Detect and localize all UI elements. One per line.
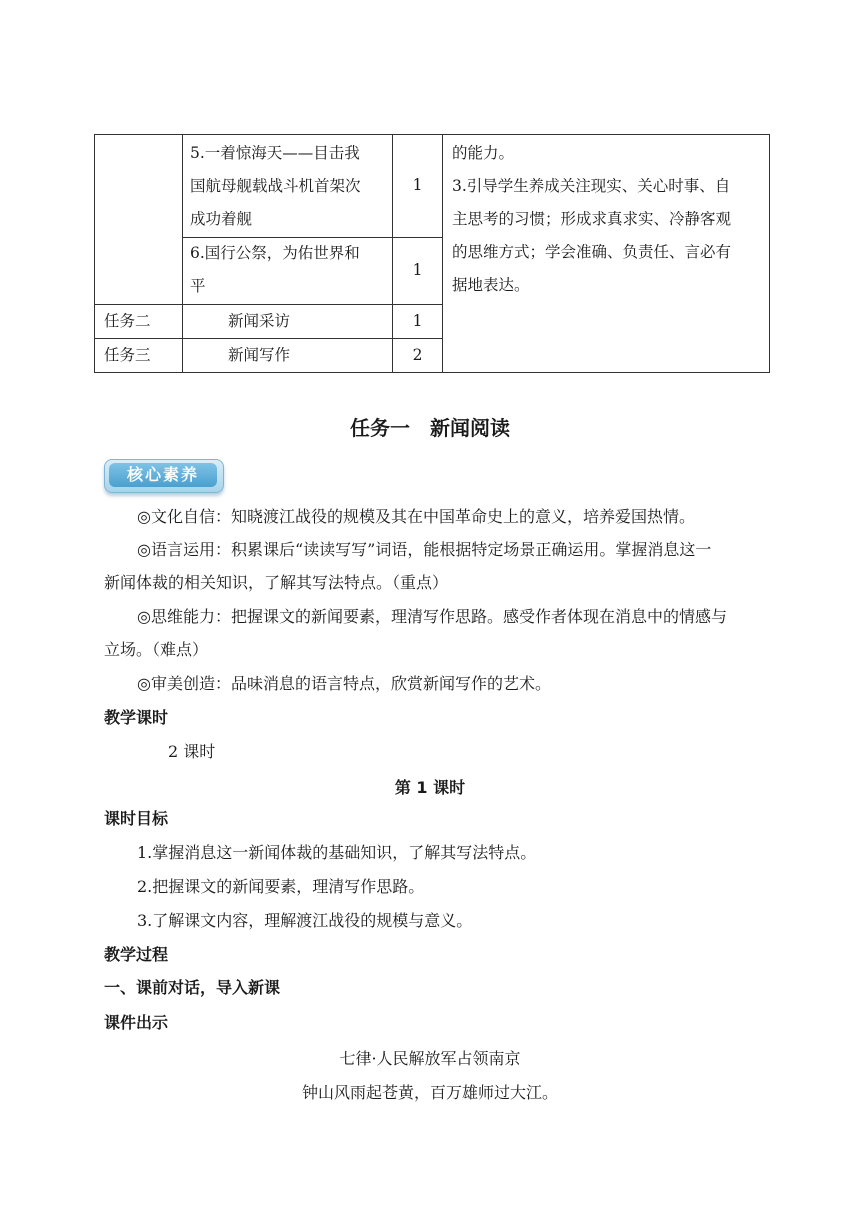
literacy-thinking-line2: 立场。（难点）	[104, 640, 209, 659]
table-row-4-label: 任务三	[104, 346, 151, 364]
goal-line: 3.引导学生养成关注现实、关心时事、自	[452, 177, 731, 195]
table-goals-cell	[452, 137, 731, 302]
content-line: 国航母舰载战斗机首架次	[190, 177, 361, 195]
objectives-heading: 课时目标	[104, 809, 169, 828]
table-row-3-hours: 1	[412, 312, 423, 330]
content-line: 6.国行公祭，为佑世界和	[190, 244, 360, 262]
goal-line: 的思维方式；学会准确、负责任、言必有	[452, 243, 732, 261]
objective-item: 1.掌握消息这一新闻体裁的基础知识，了解其写法特点。	[137, 843, 537, 862]
courseware-label: 课件出示	[104, 1013, 169, 1032]
content-line: 成功着舰	[190, 210, 253, 228]
goal-line: 的能力。	[452, 144, 515, 162]
lesson-title: 第 1 课时	[394, 778, 466, 797]
table-row-4-content: 新闻写作	[227, 346, 290, 364]
section-title: 任务一 新闻阅读	[350, 416, 510, 440]
process-heading: 教学过程	[104, 945, 169, 964]
poem-line-1: 钟山风雨起苍黄，百万雄师过大江。	[301, 1083, 558, 1102]
goal-line: 主思考的习惯；形成求真求实、冷静客观	[452, 210, 732, 228]
poem-title: 七律·人民解放军占领南京	[339, 1049, 521, 1068]
objective-item: 3.了解课文内容，理解渡江战役的规模与意义。	[137, 911, 473, 930]
table-row-1-hours: 1	[412, 176, 423, 194]
table-row-2-content	[190, 237, 360, 303]
content-line: 平	[190, 277, 206, 295]
literacy-culture: ◎文化自信：知晓渡江战役的规模及其在中国革命史上的意义，培养爱国热情。	[137, 507, 695, 526]
literacy-thinking-line1: ◎思维能力：把握课文的新闻要素，理清写作思路。感受作者体现在消息中的情感与	[137, 607, 727, 626]
content-line: 5.一着惊海天——目击我	[190, 144, 360, 162]
literacy-language-line2: 新闻体裁的相关知识，了解其写法特点。（重点）	[104, 573, 449, 592]
badge-label: 核心素养	[109, 463, 217, 487]
table-row-1-content	[190, 137, 361, 236]
core-literacy-badge	[104, 459, 224, 493]
literacy-language-line1: ◎语言运用：积累课后“读读写写”词语，能根据特定场景正确运用。掌握消息这一	[137, 540, 712, 559]
objective-item: 2.把握课文的新闻要素，理清写作思路。	[137, 877, 425, 896]
table-row-3-label: 任务二	[104, 312, 151, 330]
literacy-aesthetic: ◎审美创造：品味消息的语言特点，欣赏新闻写作的艺术。	[137, 674, 551, 693]
teaching-hours-heading: 教学课时	[104, 708, 169, 727]
table-row-2-hours: 1	[412, 261, 423, 279]
table-row-4-hours: 2	[412, 346, 423, 364]
table-row-3-content: 新闻采访	[227, 312, 290, 330]
goal-line: 据地表达。	[452, 276, 530, 294]
process-step1: 一、课前对话，导入新课	[104, 978, 281, 997]
teaching-hours-value: 2 课时	[168, 742, 216, 761]
